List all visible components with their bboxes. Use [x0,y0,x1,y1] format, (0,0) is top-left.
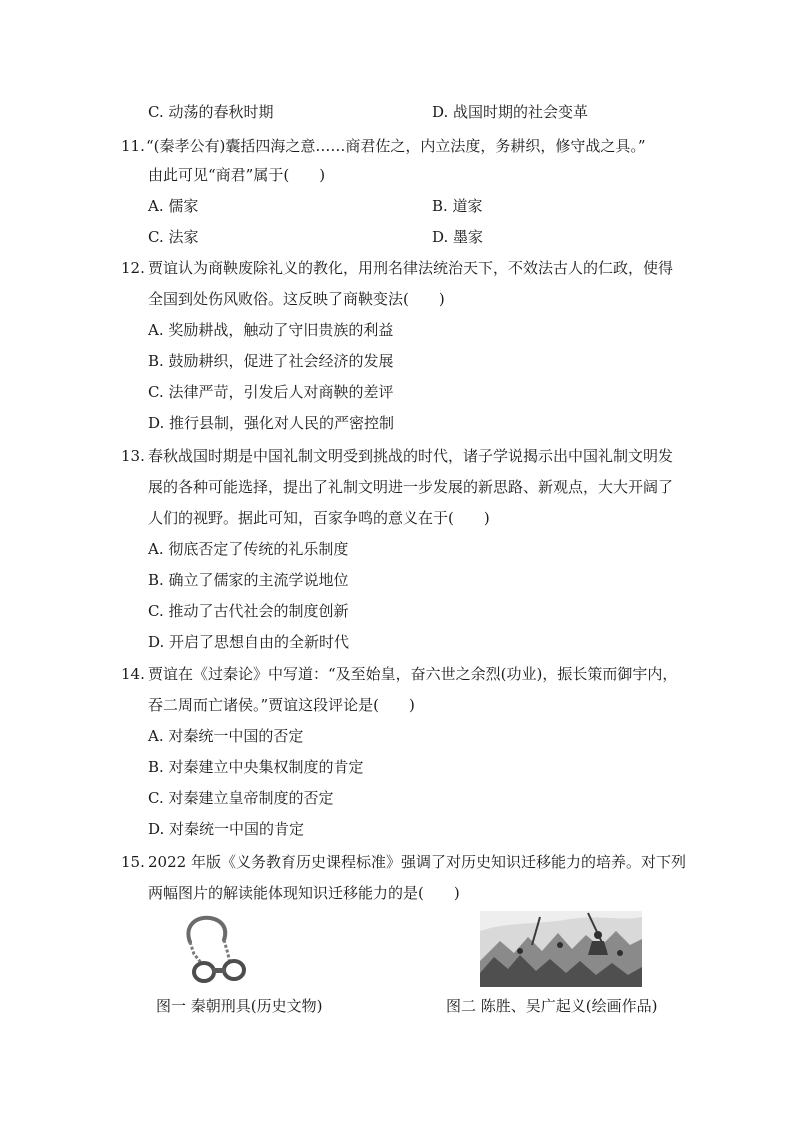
q13-option-d: D. 开启了思想自由的全新时代 [148,633,350,651]
q14-stem-line2: 吞二周而亡诸侯。”贾谊这段评论是( ) [148,696,415,714]
figure2-caption: 图二 陈胜、吴广起义(绘画作品) [446,997,658,1015]
q13-option-c: C. 推动了古代社会的制度创新 [148,602,349,620]
q12-number: 12. [121,259,145,277]
q15-stem-line2: 两幅图片的解读能体现知识迁移能力的是( ) [148,884,460,902]
uprising-painting-image [480,911,642,987]
q12-option-a: A. 奖励耕战，触动了守旧贵族的利益 [148,321,394,339]
q11-option-a: A. 儒家 [148,197,199,215]
q12-option-d: D. 推行县制，强化对人民的严密控制 [148,414,395,432]
q13-stem-line2: 展的各种可能选择，提出了礼制文明进一步发展的新思路、新观点，大大开阔了 [148,478,674,496]
q11-number: 11. [121,137,145,155]
figure1-caption: 图一 秦朝刑具(历史文物) [156,997,323,1015]
q12-stem-line2: 全国到处伤风败俗。这反映了商鞅变法( ) [148,290,445,308]
q14-stem-line1: 贾谊在《过秦论》中写道：“及至始皇，奋六世之余烈(功业)，振长策而御宇内， [148,665,678,683]
q12-option-c: C. 法律严苛，引发后人对商鞅的差评 [148,383,394,401]
q14-option-a: A. 对秦统一中国的否定 [148,727,304,745]
q11-stem-line2: 由此可见“商君”属于( ) [148,166,326,184]
q12-option-b: B. 鼓励耕织，促进了社会经济的发展 [148,352,394,370]
q13-number: 13. [121,447,145,465]
q11-option-d: D. 墨家 [432,228,484,246]
q13-stem-line3: 人们的视野。据此可知，百家争鸣的意义在于( ) [148,509,490,527]
q14-option-b: B. 对秦建立中央集权制度的肯定 [148,758,364,776]
q14-option-d: D. 对秦统一中国的肯定 [148,820,305,838]
qin-shackles-image [180,912,256,988]
q13-option-b: B. 确立了儒家的主流学说地位 [148,571,349,589]
q15-stem-line1: 2022 年版《义务教育历史课程标准》强调了对历史知识迁移能力的培养。对下列 [148,853,686,871]
q13-stem-line1: 春秋战国时期是中国礼制文明受到挑战的时代，诸子学说揭示出中国礼制文明发 [148,447,674,465]
q14-number: 14. [121,665,145,683]
q11-option-c: C. 法家 [148,228,199,246]
q14-option-c: C. 对秦建立皇帝制度的否定 [148,789,334,807]
q11-option-b: B. 道家 [432,197,483,215]
q13-option-a: A. 彻底否定了传统的礼乐制度 [148,540,349,558]
q12-stem-line1: 贾谊认为商鞅废除礼义的教化，用刑名律法统治天下，不效法古人的仁政，使得 [148,259,674,277]
q10-option-d: D. 战国时期的社会变革 [432,103,589,121]
q11-stem-line1: “(秦孝公有)囊括四海之意……商君佐之，内立法度，务耕织，修守战之具。” [146,137,646,155]
q10-option-c: C. 动荡的春秋时期 [148,103,274,121]
q15-number: 15. [121,853,145,871]
